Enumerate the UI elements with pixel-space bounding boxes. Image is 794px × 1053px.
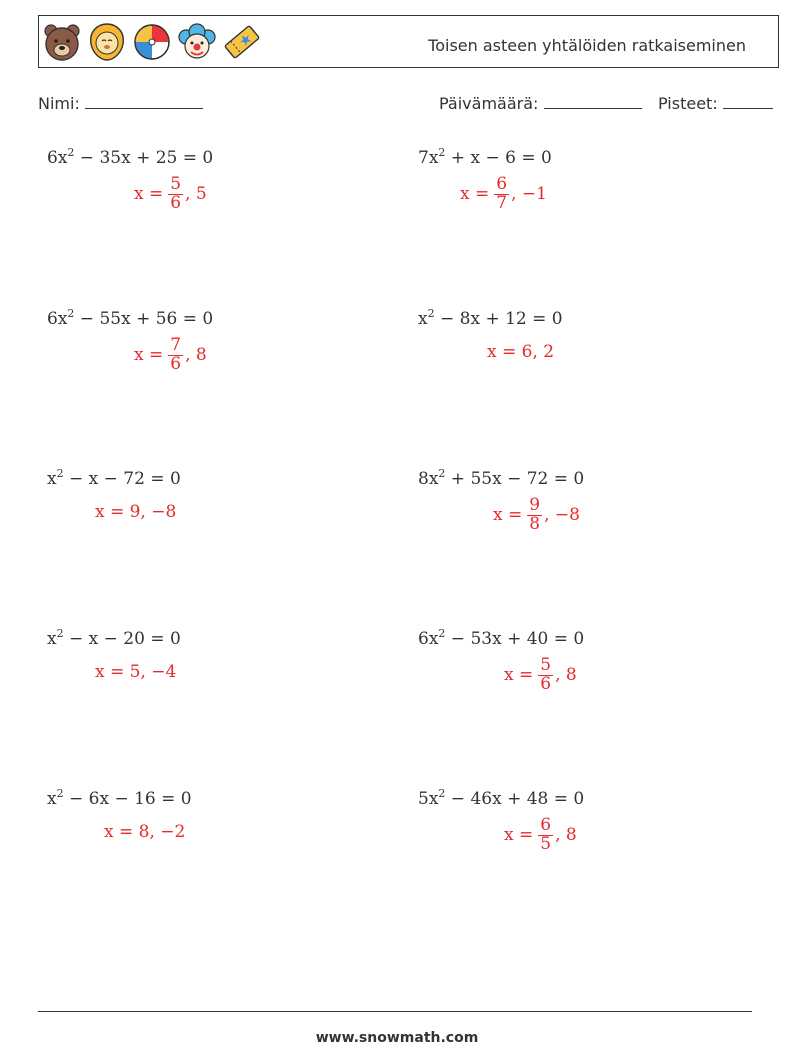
answer-rest: , 8 xyxy=(555,665,577,686)
equation-lead-term: x xyxy=(47,469,57,489)
answer-prefix: x = xyxy=(134,345,164,366)
problem-item xyxy=(418,627,585,694)
exponent: 2 xyxy=(438,146,446,159)
answer-prefix: x = xyxy=(493,505,523,526)
problem-item xyxy=(418,307,563,362)
equation xyxy=(418,309,563,329)
answer-prefix: x = xyxy=(504,665,534,686)
exponent: 2 xyxy=(438,787,446,800)
answer xyxy=(95,502,176,522)
answer-prefix: x = xyxy=(134,184,164,205)
lion-icon xyxy=(87,22,127,62)
answer-rest: , 8 xyxy=(555,825,577,846)
answer xyxy=(487,342,554,362)
answer-prefix: x = xyxy=(460,184,490,205)
equation xyxy=(47,309,213,329)
bear-icon xyxy=(42,22,82,62)
equation-rest: + 55x − 72 = 0 xyxy=(445,469,585,489)
answer-fraction xyxy=(168,176,183,213)
answer-text: x = 6, 2 xyxy=(487,342,555,362)
answer xyxy=(504,817,577,854)
problem-item xyxy=(418,467,585,534)
exponent: 2 xyxy=(67,307,75,320)
answer xyxy=(493,497,580,534)
answer-rest: , 5 xyxy=(185,184,207,205)
beach-ball-icon xyxy=(132,22,172,62)
problem-item xyxy=(47,627,181,682)
exponent: 2 xyxy=(67,146,75,159)
worksheet-title: Toisen asteen yhtälöiden ratkaiseminen xyxy=(428,36,746,55)
answer-fraction xyxy=(538,817,553,854)
equation xyxy=(418,789,584,809)
equation-lead-term: 5x xyxy=(418,789,439,809)
fraction-denominator: 8 xyxy=(529,513,541,534)
answer-text: x = 5, −4 xyxy=(95,662,177,682)
fraction-denominator: 6 xyxy=(540,673,552,694)
worksheet-header xyxy=(38,15,779,68)
equation-rest: − 6x − 16 = 0 xyxy=(63,789,192,809)
date-blank[interactable] xyxy=(544,95,642,109)
fraction-denominator: 7 xyxy=(496,192,508,213)
equation-rest: − 35x + 25 = 0 xyxy=(74,148,214,168)
equation xyxy=(47,789,192,809)
equation-lead-term: 6x xyxy=(418,629,439,649)
equation-lead-term: x xyxy=(47,629,57,649)
name-blank[interactable] xyxy=(85,95,203,109)
clown-icon xyxy=(177,22,217,62)
ticket-icon xyxy=(222,22,262,62)
equation-rest: − 55x + 56 = 0 xyxy=(74,309,214,329)
answer-fraction xyxy=(527,497,542,534)
answer-prefix: x = xyxy=(504,825,534,846)
date-field xyxy=(439,94,642,113)
header-icons xyxy=(42,20,262,64)
exponent: 2 xyxy=(56,787,64,800)
problem-item xyxy=(47,307,214,374)
equation-rest: + x − 6 = 0 xyxy=(445,148,552,168)
equation xyxy=(418,148,552,168)
problem-item xyxy=(47,146,214,213)
equation-rest: − x − 20 = 0 xyxy=(63,629,181,649)
answer xyxy=(104,822,185,842)
exponent: 2 xyxy=(56,467,64,480)
equation xyxy=(47,629,181,649)
equation xyxy=(47,148,213,168)
fraction-numerator: 5 xyxy=(540,655,552,675)
fraction-denominator: 6 xyxy=(170,353,182,374)
answer-fraction xyxy=(538,657,553,694)
equation-rest: − 53x + 40 = 0 xyxy=(445,629,585,649)
date-label: Päivämäärä: xyxy=(439,94,539,113)
problem-item xyxy=(47,787,192,842)
answer xyxy=(460,176,547,213)
answer-text: x = 8, −2 xyxy=(104,822,186,842)
answer xyxy=(504,657,577,694)
equation-rest: − 46x + 48 = 0 xyxy=(445,789,585,809)
fraction-denominator: 5 xyxy=(540,833,552,854)
equation xyxy=(47,469,181,489)
answer-text: x = 9, −8 xyxy=(95,502,177,522)
exponent: 2 xyxy=(438,467,446,480)
equation-lead-term: x xyxy=(418,309,428,329)
answer-rest: , 8 xyxy=(185,345,207,366)
answer-fraction xyxy=(168,337,183,374)
score-field xyxy=(658,94,773,113)
problem-item xyxy=(47,467,181,522)
answer-fraction xyxy=(494,176,509,213)
answer xyxy=(95,662,176,682)
answer xyxy=(134,337,207,374)
equation-lead-term: x xyxy=(47,789,57,809)
name-field xyxy=(38,94,203,113)
exponent: 2 xyxy=(438,627,446,640)
fraction-denominator: 6 xyxy=(170,192,182,213)
equation-lead-term: 6x xyxy=(47,309,68,329)
answer-rest: , −8 xyxy=(544,505,580,526)
fraction-numerator: 5 xyxy=(170,174,182,194)
fraction-numerator: 9 xyxy=(529,495,541,515)
fraction-numerator: 6 xyxy=(540,815,552,835)
equation xyxy=(418,629,584,649)
answer-rest: , −1 xyxy=(511,184,547,205)
fraction-numerator: 6 xyxy=(496,174,508,194)
exponent: 2 xyxy=(56,627,64,640)
score-label: Pisteet: xyxy=(658,94,718,113)
problem-item xyxy=(418,146,552,213)
problem-item xyxy=(418,787,585,854)
equation-lead-term: 7x xyxy=(418,148,439,168)
equation-rest: − 8x + 12 = 0 xyxy=(434,309,563,329)
name-label: Nimi: xyxy=(38,94,80,113)
equation xyxy=(418,469,584,489)
answer xyxy=(134,176,207,213)
fraction-numerator: 7 xyxy=(170,335,182,355)
footer-divider xyxy=(38,1011,752,1012)
score-blank[interactable] xyxy=(723,95,773,109)
equation-lead-term: 8x xyxy=(418,469,439,489)
exponent: 2 xyxy=(427,307,435,320)
equation-lead-term: 6x xyxy=(47,148,68,168)
footer-url: www.snowmath.com xyxy=(315,1030,479,1046)
equation-rest: − x − 72 = 0 xyxy=(63,469,181,489)
